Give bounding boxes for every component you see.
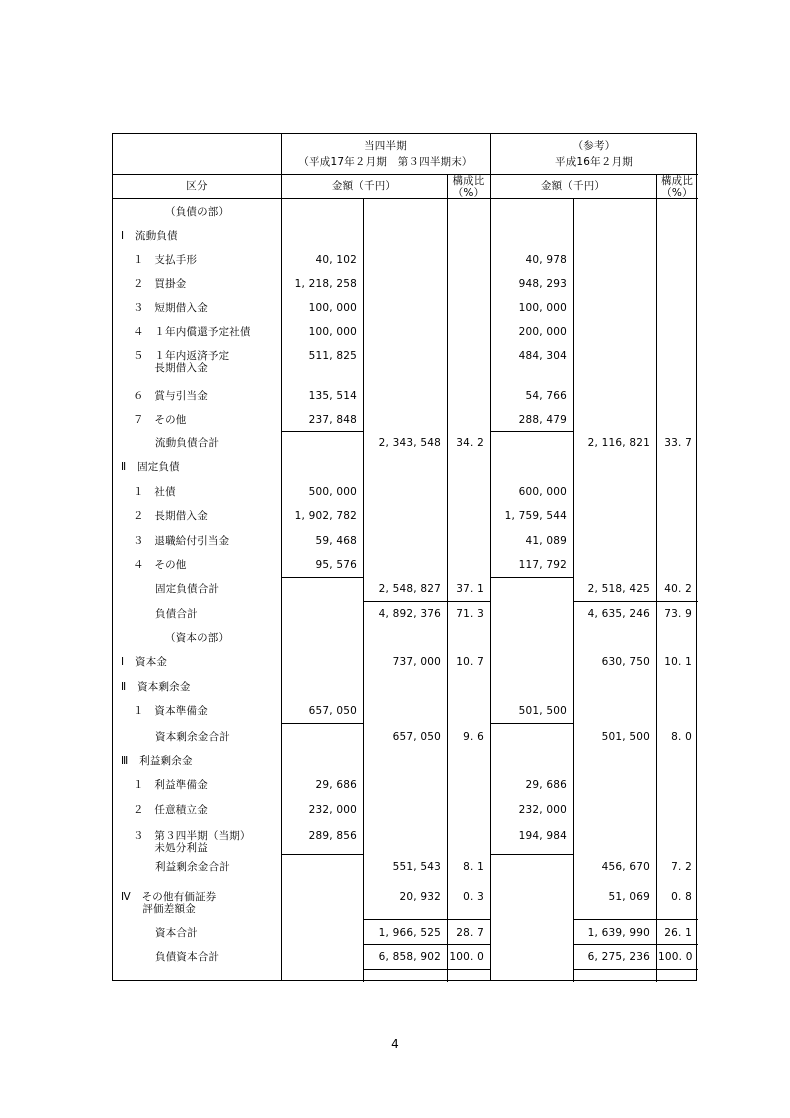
row-label: （負債の部）: [165, 206, 230, 218]
current-detail-amount: 500, 000: [308, 486, 357, 498]
ref-ratio: 100. 0: [658, 951, 693, 963]
ref-detail-amount: 600, 000: [518, 486, 567, 498]
ref-ratio: 33. 7: [664, 437, 692, 449]
current-period-title: 当四半期: [364, 140, 407, 152]
current-ratio: 0. 3: [463, 891, 484, 903]
subtotal-rule: [447, 601, 490, 602]
row-label: １ 資本準備金: [133, 705, 208, 717]
ref-detail-amount: 1, 759, 544: [504, 510, 567, 522]
ref-ratio: 8. 0: [671, 731, 692, 743]
header-ratio-ref: 構成比 （%）: [660, 175, 694, 199]
row-label: Ⅰ 資本金: [121, 656, 168, 668]
subtotal-rule: [573, 969, 698, 970]
current-ratio: 10. 7: [456, 656, 484, 668]
subtotal-rule: [573, 919, 698, 920]
current-detail-amount: 1, 218, 258: [294, 278, 357, 290]
ref-subtotal-amount: 456, 670: [601, 861, 650, 873]
col-divider-ratio-current: [447, 174, 448, 982]
row-label: 負債合計: [155, 608, 198, 620]
header-ratio-current: 構成比 （%）: [452, 175, 485, 199]
row-label: ３ 第３四半期（当期） 未処分利益: [133, 830, 251, 854]
row-label: ４ １年内償還予定社債: [133, 326, 251, 338]
ref-detail-amount: 232, 000: [518, 804, 567, 816]
ref-detail-amount: 948, 293: [518, 278, 567, 290]
current-subtotal-amount: 2, 343, 548: [378, 437, 441, 449]
ref-detail-amount: 484, 304: [518, 350, 567, 362]
subtotal-rule: [490, 431, 573, 432]
row-label: １ 利益準備金: [133, 779, 208, 791]
col-divider-amount-ref: [573, 198, 574, 982]
subtotal-rule: [281, 854, 363, 855]
subtotal-rule: [363, 919, 490, 920]
row-label: １ 支払手形: [133, 254, 198, 266]
current-subtotal-amount: 2, 548, 827: [378, 583, 441, 595]
current-detail-amount: 237, 848: [308, 414, 357, 426]
row-label: Ⅱ 資本剰余金: [121, 681, 191, 693]
current-subtotal-amount: 551, 543: [392, 861, 441, 873]
header-amount-ref: 金額（千円）: [540, 180, 606, 192]
subtotal-rule: [573, 944, 698, 945]
row-label: ５ １年内返済予定 長期借入金: [133, 350, 230, 374]
current-ratio: 34. 2: [456, 437, 484, 449]
balance-sheet-table: [112, 133, 697, 981]
current-ratio: 8. 1: [463, 861, 484, 873]
subtotal-rule: [490, 577, 573, 578]
header-amount-current: 金額（千円）: [331, 180, 397, 192]
current-subtotal-amount: 4, 892, 376: [378, 608, 441, 620]
subtotal-rule: [281, 723, 363, 724]
ref-subtotal-amount: 2, 116, 821: [587, 437, 650, 449]
row-label: Ⅳ その他有価証券 評価差額金: [121, 891, 217, 915]
ref-detail-amount: 54, 766: [525, 390, 567, 402]
ref-detail-amount: 100, 000: [518, 302, 567, 314]
current-detail-amount: 100, 000: [308, 326, 357, 338]
current-detail-amount: 40, 102: [315, 254, 357, 266]
subtotal-rule: [656, 601, 698, 602]
row-label: ２ 任意積立金: [133, 804, 208, 816]
current-subtotal-amount: 657, 050: [392, 731, 441, 743]
subtotal-rule: [573, 601, 656, 602]
row-label: ３ 退職給付引当金: [133, 535, 230, 547]
current-detail-amount: 100, 000: [308, 302, 357, 314]
ref-ratio: 7. 2: [671, 861, 692, 873]
col-divider-ratio-ref: [656, 174, 657, 982]
current-detail-amount: 232, 000: [308, 804, 357, 816]
current-period-range: （平成17年２月期 第３四半期末）: [298, 156, 473, 168]
current-subtotal-amount: 20, 932: [399, 891, 441, 903]
ref-subtotal-amount: 2, 518, 425: [587, 583, 650, 595]
subtotal-rule: [281, 577, 363, 578]
current-ratio: 71. 3: [456, 608, 484, 620]
current-ratio: 100. 0: [449, 951, 484, 963]
subtotal-rule: [363, 944, 490, 945]
row-label: ２ 買掛金: [133, 278, 187, 290]
ref-detail-amount: 41, 089: [525, 535, 567, 547]
current-detail-amount: 29, 686: [315, 779, 357, 791]
reference-title: （参考）: [572, 140, 616, 152]
ref-subtotal-amount: 6, 275, 236: [587, 951, 650, 963]
ref-detail-amount: 40, 978: [525, 254, 567, 266]
subtotal-rule: [490, 723, 573, 724]
row-label: 流動負債合計: [155, 437, 220, 449]
ref-detail-amount: 288, 479: [518, 414, 567, 426]
ref-subtotal-amount: 51, 069: [608, 891, 650, 903]
current-subtotal-amount: 1, 966, 525: [378, 927, 441, 939]
col-divider-amount-current: [363, 198, 364, 982]
row-label: （資本の部）: [165, 632, 230, 644]
current-detail-amount: 289, 856: [308, 830, 357, 842]
subtotal-rule: [490, 854, 573, 855]
ref-detail-amount: 501, 500: [518, 705, 567, 717]
ref-subtotal-amount: 1, 639, 990: [587, 927, 650, 939]
header-divider: [113, 174, 698, 175]
current-detail-amount: 1, 902, 782: [294, 510, 357, 522]
row-label: Ⅰ 流動負債: [121, 230, 178, 242]
current-ratio: 9. 6: [463, 731, 484, 743]
row-label: ２ 長期借入金: [133, 510, 208, 522]
current-subtotal-amount: 737, 000: [392, 656, 441, 668]
ref-ratio: 0. 8: [671, 891, 692, 903]
page-number: 4: [391, 1037, 399, 1051]
row-label: ３ 短期借入金: [133, 302, 208, 314]
ref-subtotal-amount: 501, 500: [601, 731, 650, 743]
row-label: Ⅱ 固定負債: [121, 461, 180, 473]
current-ratio: 28. 7: [456, 927, 484, 939]
ref-subtotal-amount: 4, 635, 246: [587, 608, 650, 620]
header-bottom-line: [113, 198, 698, 199]
row-label: 負債資本合計: [155, 951, 220, 963]
subtotal-rule: [363, 601, 447, 602]
ref-ratio: 40. 2: [664, 583, 692, 595]
row-label: 資本合計: [155, 927, 198, 939]
current-detail-amount: 657, 050: [308, 705, 357, 717]
row-label: 資本剰余金合計: [155, 731, 230, 743]
reference-period: 平成16年２月期: [555, 156, 633, 168]
header-category: 区分: [186, 180, 208, 192]
ref-detail-amount: 200, 000: [518, 326, 567, 338]
row-label: ４ その他: [133, 559, 187, 571]
current-detail-amount: 511, 825: [308, 350, 357, 362]
current-detail-amount: 59, 468: [315, 535, 357, 547]
current-subtotal-amount: 6, 858, 902: [378, 951, 441, 963]
row-label: ６ 賞与引当金: [133, 390, 208, 402]
ref-detail-amount: 29, 686: [525, 779, 567, 791]
subtotal-rule: [281, 431, 363, 432]
current-ratio: 37. 1: [456, 583, 484, 595]
current-detail-amount: 95, 576: [315, 559, 357, 571]
row-label: 固定負債合計: [155, 583, 220, 595]
current-detail-amount: 135, 514: [308, 390, 357, 402]
ref-subtotal-amount: 630, 750: [601, 656, 650, 668]
row-label: ７ その他: [133, 414, 187, 426]
ref-ratio: 26. 1: [664, 927, 692, 939]
ref-detail-amount: 194, 984: [518, 830, 567, 842]
ref-ratio: 10. 1: [664, 656, 692, 668]
row-label: 利益剰余金合計: [155, 861, 230, 873]
row-label: １ 社債: [133, 486, 176, 498]
ref-detail-amount: 117, 792: [518, 559, 567, 571]
ref-ratio: 73. 9: [664, 608, 692, 620]
row-label: Ⅲ 利益剰余金: [121, 755, 193, 767]
subtotal-rule: [363, 969, 490, 970]
